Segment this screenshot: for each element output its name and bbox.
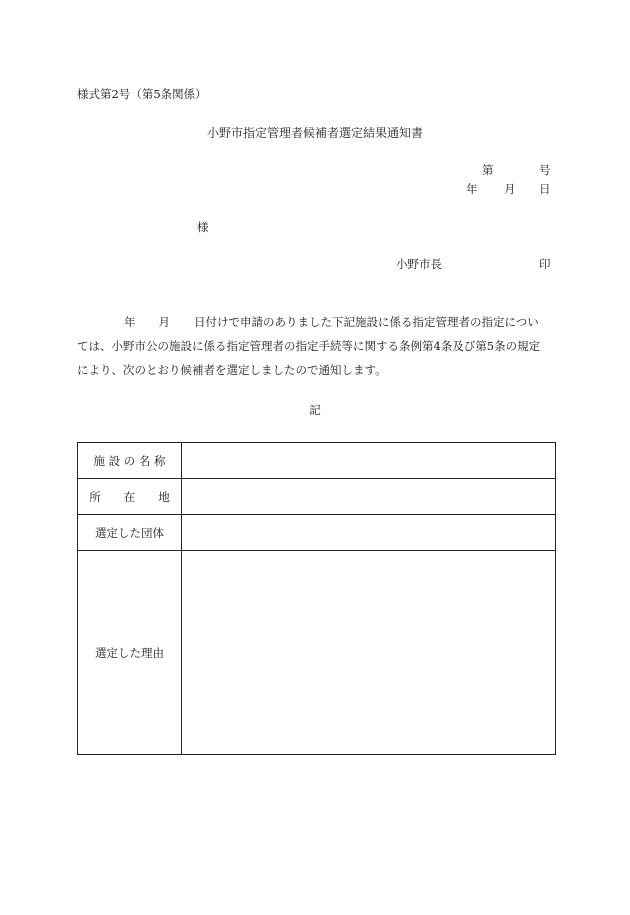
form-number: 様式第2号（第5条関係） — [77, 87, 207, 101]
date-day-label: 日 — [539, 182, 551, 196]
selected-organization-label: 選定した団体 — [78, 515, 182, 551]
issue-number-prefix: 第 — [482, 163, 494, 177]
ki-heading: 記 — [309, 403, 321, 417]
location-label: 所 在 地 — [78, 479, 182, 515]
issue-number-suffix: 号 — [539, 163, 551, 177]
date-year-label: 年 — [466, 182, 478, 196]
document-title: 小野市指定管理者候補者選定結果通知書 — [206, 126, 423, 140]
location-value — [182, 479, 556, 515]
table-row — [78, 551, 556, 755]
body-year-label: 年 — [124, 315, 136, 329]
body-month-label: 月 — [158, 315, 170, 329]
selection-record-table — [77, 442, 556, 755]
table-row — [78, 515, 556, 551]
selection-reason-label: 選定した理由 — [78, 551, 182, 755]
body-line-2: ては、小野市公の施設に係る指定管理者の指定手続等に関する条例第4条及び第5条の規定 — [77, 339, 541, 353]
body-line-1 — [77, 310, 555, 334]
notice-body — [77, 310, 555, 382]
selected-organization-value — [182, 515, 556, 551]
recipient-honorific: 様 — [197, 220, 209, 234]
seal-mark: 印 — [539, 257, 551, 271]
sender-name: 小野市長 — [396, 257, 442, 271]
facility-name-label: 施 設 の 名 称 — [78, 443, 182, 479]
date-month-label: 月 — [504, 182, 516, 196]
facility-name-value — [182, 443, 556, 479]
table-row — [78, 443, 556, 479]
body-line-1-text: 日付けで申請のありました下記施設に係る指定管理者の指定につい — [194, 315, 539, 329]
selection-reason-value — [182, 551, 556, 755]
body-line-3: により、次のとおり候補者を選定しましたので通知します。 — [77, 363, 387, 377]
table-row — [78, 479, 556, 515]
